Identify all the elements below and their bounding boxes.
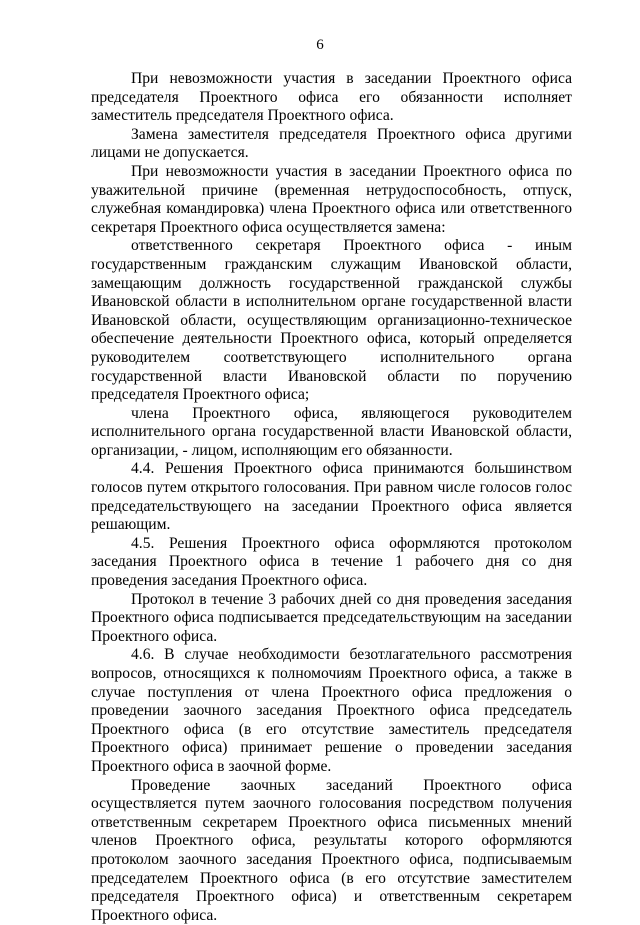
- paragraph-3: При невозможности участия в заседании Проектного офиса по уважительной причине (временная нетрудоспособность, отпуск, служебная командировка) члена Проектного офиса или ответственного секретаря Проектного офиса осуществляется замена:: [91, 162, 572, 236]
- paragraph-6: 4.4. Решения Проектного офиса принимаются большинством голосов путем открытого голосования. При равном числе голосов голос председательствующего на заседании Проектного офиса является решающим.: [91, 460, 572, 534]
- paragraph-7: 4.5. Решения Проектного офиса оформляются протоколом заседания Проектного офиса в течение 1 рабочего дня со дня проведения заседания Проектного офиса.: [91, 534, 572, 590]
- paragraph-8: Протокол в течение 3 рабочих дней со дня проведения заседания Проектного офиса подписывается председательствующим на заседании Проектного офиса.: [91, 590, 572, 645]
- paragraph-9: 4.6. В случае необходимости безотлагательного рассмотрения вопросов, относящихся к полномочиям Проектного офиса, а также в случае поступления от члена Проектного офиса предложения о проведении заочного заседания Проектного офиса председатель Проектного офиса (в его отсутствие заместитель председателя Проектного офиса) принимает решение о проведении заседания Проектного офиса в заочной форме.: [91, 646, 572, 775]
- page-number: 6: [316, 37, 324, 53]
- paragraph-5: члена Проектного офиса, являющегося руководителем исполнительного органа государственной власти Ивановской области, организации, - лицом, исполняющим его обязанности.: [91, 404, 572, 459]
- document-body: [91, 70, 572, 925]
- paragraph-4: ответственного секретаря Проектного офиса - иным государственным гражданским служащим Ивановской области, замещающим должность государственной гражданской службы Ивановской области в исполнительном органе государственной власти Ивановской области, осуществляющим организационно-техническое обеспечение деятельности Проектного офиса, который определяется руководителем соответствующего исполнительного органа государственной власти Ивановской области по поручению председателя Проектного офиса;: [91, 237, 572, 404]
- paragraph-2: Замена заместителя председателя Проектного офиса другими лицами не допускается.: [91, 125, 572, 162]
- paragraph-1: При невозможности участия в заседании Проектного офиса председателя Проектного офиса его обязанности исполняет заместитель председателя Проектного офиса.: [91, 70, 572, 125]
- paragraph-10: Проведение заочных заседаний Проектного офиса осуществляется путем заочного голосования посредством получения ответственным секретарем Проектного офиса письменных мнений членов Проектного офиса, результаты которого оформляются протоколом заочного заседания Проектного офиса, подписываемым председателем Проектного офиса (в его отсутствие заместителем председателя Проектного офиса) и ответственным секретарем Проектного офиса.: [91, 776, 572, 924]
